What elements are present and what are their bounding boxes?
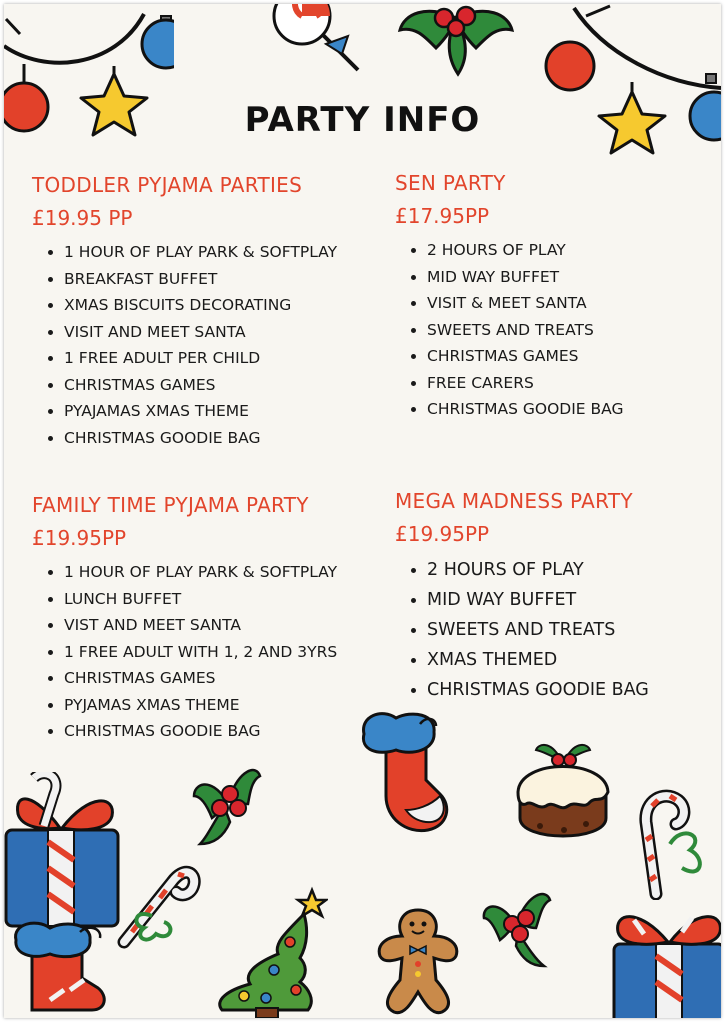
bauble-icon [142, 16, 174, 68]
holly-icon [190, 756, 264, 848]
section-heading: SEN PARTY [395, 171, 506, 195]
gingerbread-man-icon [372, 906, 464, 1018]
page-title: PARTY INFO [244, 100, 481, 140]
list-item: LUNCH BUFFET [32, 586, 337, 613]
list-item: VISIT & MEET SANTA [395, 290, 623, 317]
feature-list [32, 559, 337, 745]
christmas-pudding-icon [510, 730, 616, 848]
list-item: FREE CARERS [395, 370, 623, 397]
list-item: XMAS THEMED [395, 645, 649, 675]
list-item: VIST AND MEET SANTA [32, 612, 337, 639]
list-item: CHRISTMAS GOODIE BAG [395, 396, 623, 423]
bauble-garland-right [534, 4, 721, 174]
list-item: 1 HOUR OF PLAY PARK & SOFTPLAY [32, 559, 337, 586]
list-item: 1 HOUR OF PLAY PARK & SOFTPLAY [32, 239, 337, 266]
list-item: MID WAY BUFFET [395, 264, 623, 291]
list-item: CHRISTMAS GAMES [395, 343, 623, 370]
list-item: MID WAY BUFFET [395, 585, 649, 615]
list-item: CHRISTMAS GAMES [32, 665, 337, 692]
feature-list [395, 237, 623, 423]
candy-cane-icon [626, 784, 721, 900]
list-item: 1 FREE ADULT WITH 1, 2 AND 3YRS [32, 639, 337, 666]
section-price: £19.95 PP [32, 206, 133, 230]
candy-cane-icon [112, 846, 202, 950]
list-item: SWEETS AND TREATS [395, 317, 623, 344]
bauble-icon [546, 42, 594, 90]
stocking-icon [10, 920, 110, 1018]
list-item: SWEETS AND TREATS [395, 615, 649, 645]
holly-icon [396, 4, 516, 79]
list-item: PYAJAMAS XMAS THEME [32, 398, 337, 425]
gift-box-icon [4, 772, 129, 930]
list-item: CHRISTMAS GOODIE BAG [32, 718, 337, 745]
section-price: £19.95PP [32, 526, 127, 550]
list-item: BREAKFAST BUFFET [32, 266, 337, 293]
list-item: CHRISTMAS GOODIE BAG [32, 425, 337, 452]
section-heading: FAMILY TIME PYJAMA PARTY [32, 493, 309, 517]
list-item: 2 HOURS OF PLAY [395, 237, 623, 264]
section-price: £19.95PP [395, 522, 490, 546]
party-info-poster [4, 4, 721, 1018]
section-sen-party [395, 171, 623, 423]
list-item: PYJAMAS XMAS THEME [32, 692, 337, 719]
section-price: £17.95PP [395, 204, 490, 228]
section-heading: TODDLER PYJAMA PARTIES [32, 173, 303, 197]
gift-box-icon [600, 894, 721, 1018]
feature-list [395, 555, 649, 705]
list-item: 1 FREE ADULT PER CHILD [32, 345, 337, 372]
stocking-icon [356, 710, 456, 838]
holly-icon [478, 878, 556, 970]
list-item: CHRISTMAS GAMES [32, 372, 337, 399]
feature-list [32, 239, 337, 451]
list-item: CHRISTMAS GOODIE BAG [395, 675, 649, 705]
lollipop-icon [266, 4, 376, 84]
section-toddler-pyjama-parties [32, 173, 337, 451]
list-item: 2 HOURS OF PLAY [395, 555, 649, 585]
list-item: VISIT AND MEET SANTA [32, 319, 337, 346]
christmas-tree-icon [204, 884, 328, 1018]
list-item: XMAS BISCUITS DECORATING [32, 292, 337, 319]
section-heading: MEGA MADNESS PARTY [395, 489, 633, 513]
section-family-time-pyjama-party [32, 493, 337, 745]
section-mega-madness-party [395, 489, 649, 705]
